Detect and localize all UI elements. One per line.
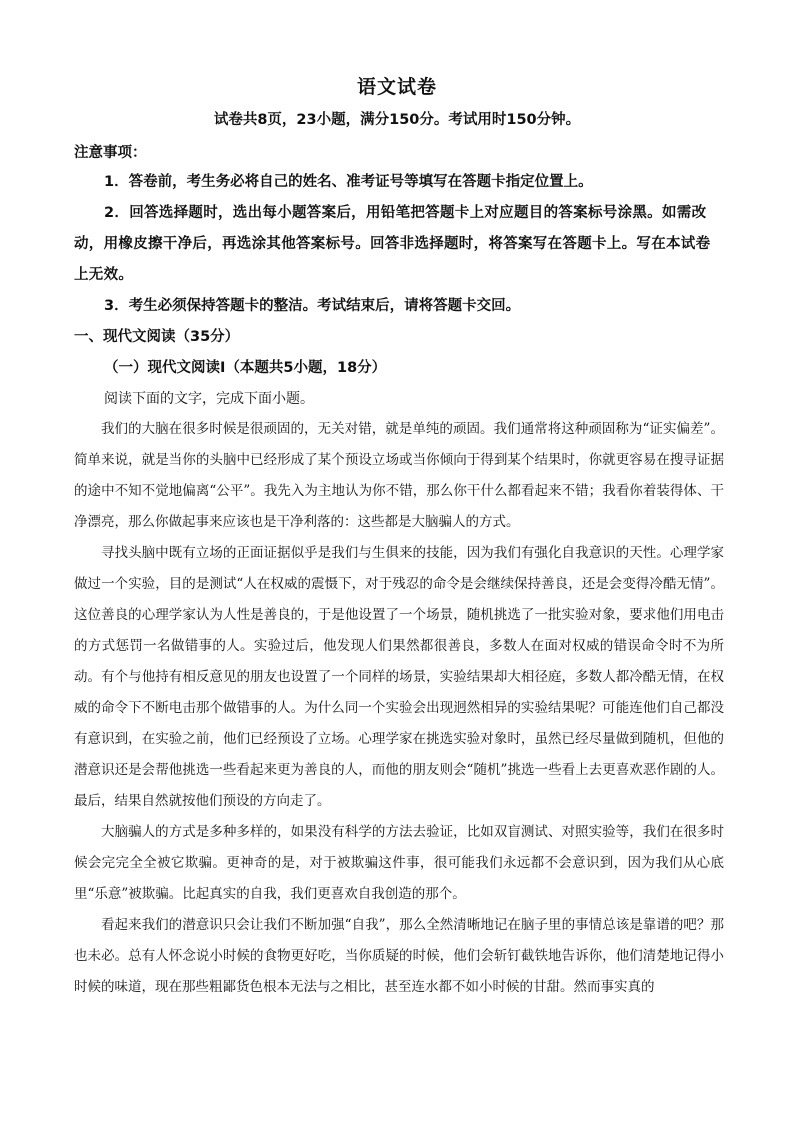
subsection-heading: （一）现代文阅读Ⅰ（本题共5小题，18分） [104, 360, 387, 376]
reading-passage [74, 414, 724, 1003]
exam-title: 语文试卷 [356, 76, 437, 98]
exam-subtitle: 试卷共8页，23小题，满分150分。考试用时150分钟。 [213, 112, 581, 128]
note-item-2: 2．回答选择题时，选出每小题答案后，用铅笔把答题卡上对应题目的答案标号涂黑。如需改动，用橡皮擦干净后，再选涂其他答案标号。回答非选择题时，将答案写在答题卡上。写在本试卷上无效。 [74, 205, 711, 283]
note-item-1: 1．答卷前，考生务必将自己的姓名、准考证号等填写在答题卡指定位置上。 [104, 174, 593, 190]
reading-instruction: 阅读下面的文字，完成下面小题。 [104, 391, 314, 407]
passage-paragraph-2: 寻找头脑中既有立场的正面证据似乎是我们与生俱来的技能，因为我们有强化自我意识的天性。心理学家做过一个实验，目的是测试“人在权威的震慑下，对于残忍的命令是会继续保持善良，还是会变得冷酷无情”。这位善良的心理学家认为人性是善良的，于是他设置了一个场景，随机挑选了一批实验对象，要求他们用电击的方式惩罚一名做错事的人。实验过后，他发现人们果然都很善良，多数人在面对权威的错误命令时不为所动。有个与他持有相反意见的朋友也设置了一个同样的场景，实验结果却大相径庭，多数人都冷酷无情，在权威的命令下不断电击那个做错事的人。为什么同一个实验会出现迥然相异的实验结果呢？可能连他们自己都没有意识到，在实验之前，他们已经预设了立场。心理学家在挑选实验对象时，虽然已经尽量做到随机，但他的潜意识还是会帮他挑选一些看起来更为善良的人，而他的朋友则会“随机”挑选一些看上去更喜欢恶作剧的人。最后，结果自然就按他们预设的方向走了。 [74, 545, 724, 809]
passage-paragraph-3: 大脑骗人的方式是多种多样的，如果没有科学的方法去验证，比如双盲测试、对照实验等，我们在很多时候会完完全全被它欺骗。更神奇的是，对于被欺骗这件事，很可能我们永远都不会意识到，因为我们从心底里“乐意”被欺骗。比起真实的自我，我们更喜欢自我创造的那个。 [74, 824, 724, 902]
passage-paragraph-4: 看起来我们的潜意识只会让我们不断加强“自我”，那么全然清晰地记在脑子里的事情总该是靠谱的吧？那也未必。总有人怀念说小时候的食物更好吃，当你质疑的时候，他们会斩钉截铁地告诉你，他们清楚地记得小时候的味道，现在那些粗鄙货色根本无法与之相比，甚至连水都不如小时候的甘甜。然而事实真的 [74, 917, 724, 995]
note-item-3: 3．考生必须保持答题卡的整洁。考试结束后，请将答题卡交回。 [104, 298, 521, 314]
section-heading: 一、现代文阅读（35分） [74, 329, 240, 345]
notes-heading: 注意事项： [74, 145, 147, 161]
passage-paragraph-1: 我们的大脑在很多时候是很顽固的，无关对错，就是单纯的顽固。我们通常将这种顽固称为“证实偏差”。简单来说，就是当你的头脑中已经形成了某个预设立场或当你倾向于得到某个结果时，你就更容易在搜寻证据的途中不知不觉地偏离“公平”。我先入为主地认为你不错，那么你干什么都看起来不错；我看你着装得体、干净漂亮，那么你做起事来应该也是干净利落的：这些都是大脑骗人的方式。 [74, 421, 724, 530]
